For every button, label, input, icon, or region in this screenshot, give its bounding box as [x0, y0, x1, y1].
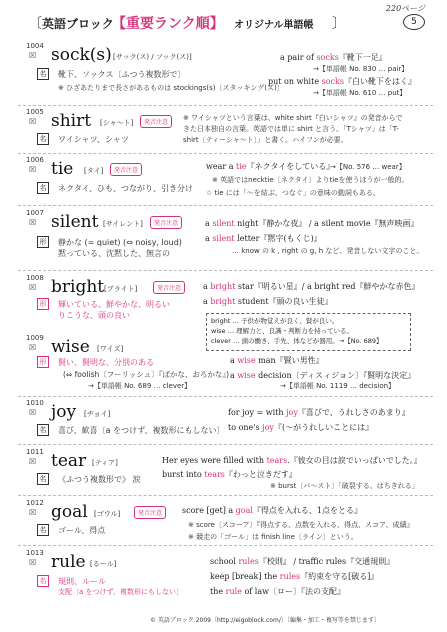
meaning: ワイシャツ、シャツ — [58, 135, 129, 144]
subtitle: オリジナル単語帳 — [234, 20, 314, 31]
note: ※ 英語ではnecktie〔ネクタイ〕よりtieを使うほうが一般的。 — [212, 176, 409, 184]
example: the rule of law〔ロー〕『法の支配』 — [210, 587, 345, 596]
meaning: 規則、ルール — [58, 577, 106, 586]
example: keep [break] the rules『約束を守る[破る]』 — [210, 572, 379, 581]
note: ※ score〔スコーア〕『得点する、点数を入れる、得点、スコア、成績』 — [188, 521, 414, 529]
example: a bright star『明るい星』/ a bright red『鮮やかな赤色』 — [203, 282, 420, 291]
example: score [get] a goal『得点を入れる、1点をとる』 — [182, 506, 363, 515]
note: ☆ tie には「〜を結ぶ、つなぐ」の意味の動詞もある。 — [206, 189, 380, 197]
bracket-close: 〕 — [332, 16, 346, 32]
page-header — [20, 13, 428, 33]
note: ※ 競走の「ゴール」は finish line〔ライン〕という。 — [188, 533, 358, 541]
divider — [18, 495, 433, 496]
entry-number: 1005 — [26, 108, 44, 116]
entry-number: 1010 — [26, 399, 44, 407]
reference: →【単語帳 No. 610 … put】 — [313, 89, 407, 97]
example: a bright student『頭の良い生徒』 — [203, 297, 333, 306]
pos-noun-icon: 名 — [37, 575, 49, 587]
divider — [18, 105, 433, 106]
checkbox-icon[interactable]: ☒ — [29, 218, 37, 227]
checkbox-icon[interactable]: ☒ — [29, 343, 37, 352]
example: to one's joy『(〜がうれしいことには』 — [228, 423, 374, 432]
example: a wise decision〔ディスィジョン〕『賢明な決定』 — [230, 371, 416, 380]
pos-noun-icon: 名 — [37, 68, 49, 80]
note: ※ ひざあたりまで長さがあるものは stockings(s)〔スタッキング(ズ)〕 — [58, 84, 284, 92]
entry-number: 1007 — [26, 209, 44, 217]
bracket-open: 〔 — [28, 16, 42, 32]
footer-copyright: © 英語ブロック 2009〔http://eigoblock.com/〕〔編集・加工・複写等を禁じます〕 — [150, 617, 380, 624]
divider — [18, 545, 433, 546]
example: put on white socks『白い靴下をはく』 — [268, 77, 416, 86]
title: 【重要ランク順】 — [112, 16, 224, 32]
example: burst into tears『わっと泣きだす』 — [162, 470, 297, 479]
entry-number: 1006 — [26, 156, 44, 164]
entry-number: 1012 — [26, 499, 44, 507]
headword: tear — [51, 451, 87, 471]
example: school rules『校則』 / traffic rules『交通規則』 — [210, 557, 395, 566]
note: … know の k , right の g, h など、発音しない文字のこと。 — [232, 247, 424, 255]
meaning: (⇔ foolish〔フーリッシュ〕『ばかな、おろかな』) — [63, 370, 229, 379]
entry-number: 1008 — [26, 274, 44, 282]
pos-adjective-icon: 形 — [37, 298, 49, 310]
headword: wise — [51, 337, 90, 357]
checkbox-icon[interactable]: ☒ — [29, 457, 37, 466]
headword: joy — [51, 402, 77, 422]
divider — [18, 153, 433, 154]
meaning: 靴下、ソックス〔ふつう複数形で〕 — [58, 70, 186, 79]
checkbox-icon[interactable]: ☒ — [29, 51, 37, 60]
pronunciation-warning-badge: 発音注意 — [150, 216, 182, 229]
pos-noun-icon: 名 — [37, 424, 49, 436]
meaning: 喜び、歓喜〔a をつけず、複数形にもしない〕 — [58, 426, 225, 435]
pronunciation-warning-badge: 発音注意 — [153, 281, 185, 294]
pos-noun-icon: 名 — [37, 524, 49, 536]
entry-number: 1011 — [26, 448, 44, 456]
meaning: 輝いている、鮮やかな、明るい — [58, 300, 170, 309]
pronunciation: [るール] — [90, 560, 117, 568]
example: Her eyes were filled with tears.『彼女の目は涙でいっぱいでした。』 — [162, 456, 422, 465]
example: a wise man『賢い男性』 — [230, 356, 324, 365]
divider — [18, 396, 433, 397]
entry-number: 1009 — [26, 334, 44, 342]
pos-adjective-icon: 形 — [37, 236, 49, 248]
example: a silent night『静かな夜』 / a silent movie『無声映画』 — [205, 219, 419, 228]
headword: bright — [51, 277, 105, 297]
example: wear a tie『ネクタイをしている』 — [206, 162, 335, 171]
pronunciation: [サイレント] — [103, 220, 143, 228]
pronunciation: [ワイズ] — [97, 345, 124, 353]
pronunciation: [シャ〜ト] — [100, 119, 134, 127]
entry-number: 1004 — [26, 42, 44, 50]
divider — [18, 270, 433, 271]
checkbox-icon[interactable]: ☒ — [29, 117, 37, 126]
meaning: ゴール、得点 — [58, 526, 106, 535]
series-name: 英語ブロック — [42, 17, 114, 31]
meaning: ネクタイ、ひも、つながり、引き分け — [58, 184, 193, 193]
headword: silent — [51, 212, 99, 232]
reference: →【単語帳 No. 689 … clever】 — [88, 382, 192, 390]
headword: sock(s) — [51, 45, 112, 65]
checkbox-icon[interactable]: ☒ — [29, 558, 37, 567]
divider — [18, 205, 433, 206]
checkbox-icon[interactable]: ☒ — [29, 283, 37, 292]
checkbox-icon[interactable]: ☒ — [29, 408, 37, 417]
reference: →【単語帳 No. 830 … pair】 — [313, 65, 409, 73]
page-number: 220ページ — [385, 4, 425, 13]
headword: tie — [51, 159, 74, 179]
pronunciation: [ヂョイ] — [84, 410, 111, 418]
note: ※ burst〔バ〜スト〕「破裂する、はちきれる」 — [270, 482, 419, 490]
pos-noun-icon: 名 — [37, 473, 49, 485]
entry-number: 1013 — [26, 549, 44, 557]
meaning: 黙っている、沈黙した、無言の — [58, 249, 170, 258]
pos-noun-icon: 名 — [37, 133, 49, 145]
pronunciation: [サック(ス) / ソック(ス)] — [113, 53, 192, 61]
meaning: りこうな、頭の良い — [58, 311, 130, 320]
example: a silent letter『黙字(もくじ)』 — [205, 234, 322, 243]
example: a pair of socks『靴下一足』 — [280, 53, 387, 62]
pronunciation-warning-badge: 発音注意 — [140, 115, 172, 128]
example: for joy = with joy『喜びで、うれしさのあまり』 — [228, 408, 410, 417]
reference: →【単語帳 No. 1119 … decision】 — [280, 382, 396, 390]
pronunciation: [ティア] — [92, 459, 118, 467]
usage-line: clever … 頭の働き、手先、体などが器用。→【No. 689】 — [211, 337, 383, 345]
pronunciation: [ゴウル] — [94, 510, 121, 518]
divider — [18, 444, 433, 445]
meaning: 《ふつう複数形で》 涙 — [58, 475, 141, 484]
note: ※ ワイシャツという言葉は、white shirt『白いシャツ』の発音からできた日本独自の言葉。英語では単に shirt と言う。「Tシャツ」は「T-shirt〔ティーシャ〜ト〕」と書く。ハイフンが必要。 — [183, 114, 403, 144]
headword: shirt — [51, 111, 92, 131]
pronunciation-warning-badge: 発音注意 — [110, 163, 142, 176]
reference: →【No. 576 … wear】 — [330, 163, 406, 171]
pos-noun-icon: 名 — [37, 182, 49, 194]
checkbox-icon[interactable]: ☒ — [29, 508, 37, 517]
pronunciation: [ブライト] — [104, 285, 138, 293]
meaning: 支配〔a をつけず、複数形にもしない〕 — [58, 588, 183, 596]
headword: goal — [51, 502, 88, 522]
checkbox-icon[interactable]: ☒ — [29, 165, 37, 174]
meaning: 静かな (= quiet) (⇔ noisy, loud) — [58, 238, 182, 247]
circled-number: 5 — [403, 14, 425, 30]
pronunciation-warning-badge: 発音注意 — [134, 506, 166, 519]
pronunciation: [タイ] — [84, 167, 104, 175]
headword: rule — [51, 552, 86, 572]
pos-adjective-icon: 形 — [37, 356, 49, 368]
usage-line: bright … 子供が物覚えが良く、賢が良い。 — [211, 317, 339, 325]
usage-box — [206, 313, 411, 351]
usage-line: wise … 理解力と、良識・判断力を持っている。 — [211, 327, 354, 335]
meaning: 賢い、賢明な、分別のある — [58, 358, 154, 367]
